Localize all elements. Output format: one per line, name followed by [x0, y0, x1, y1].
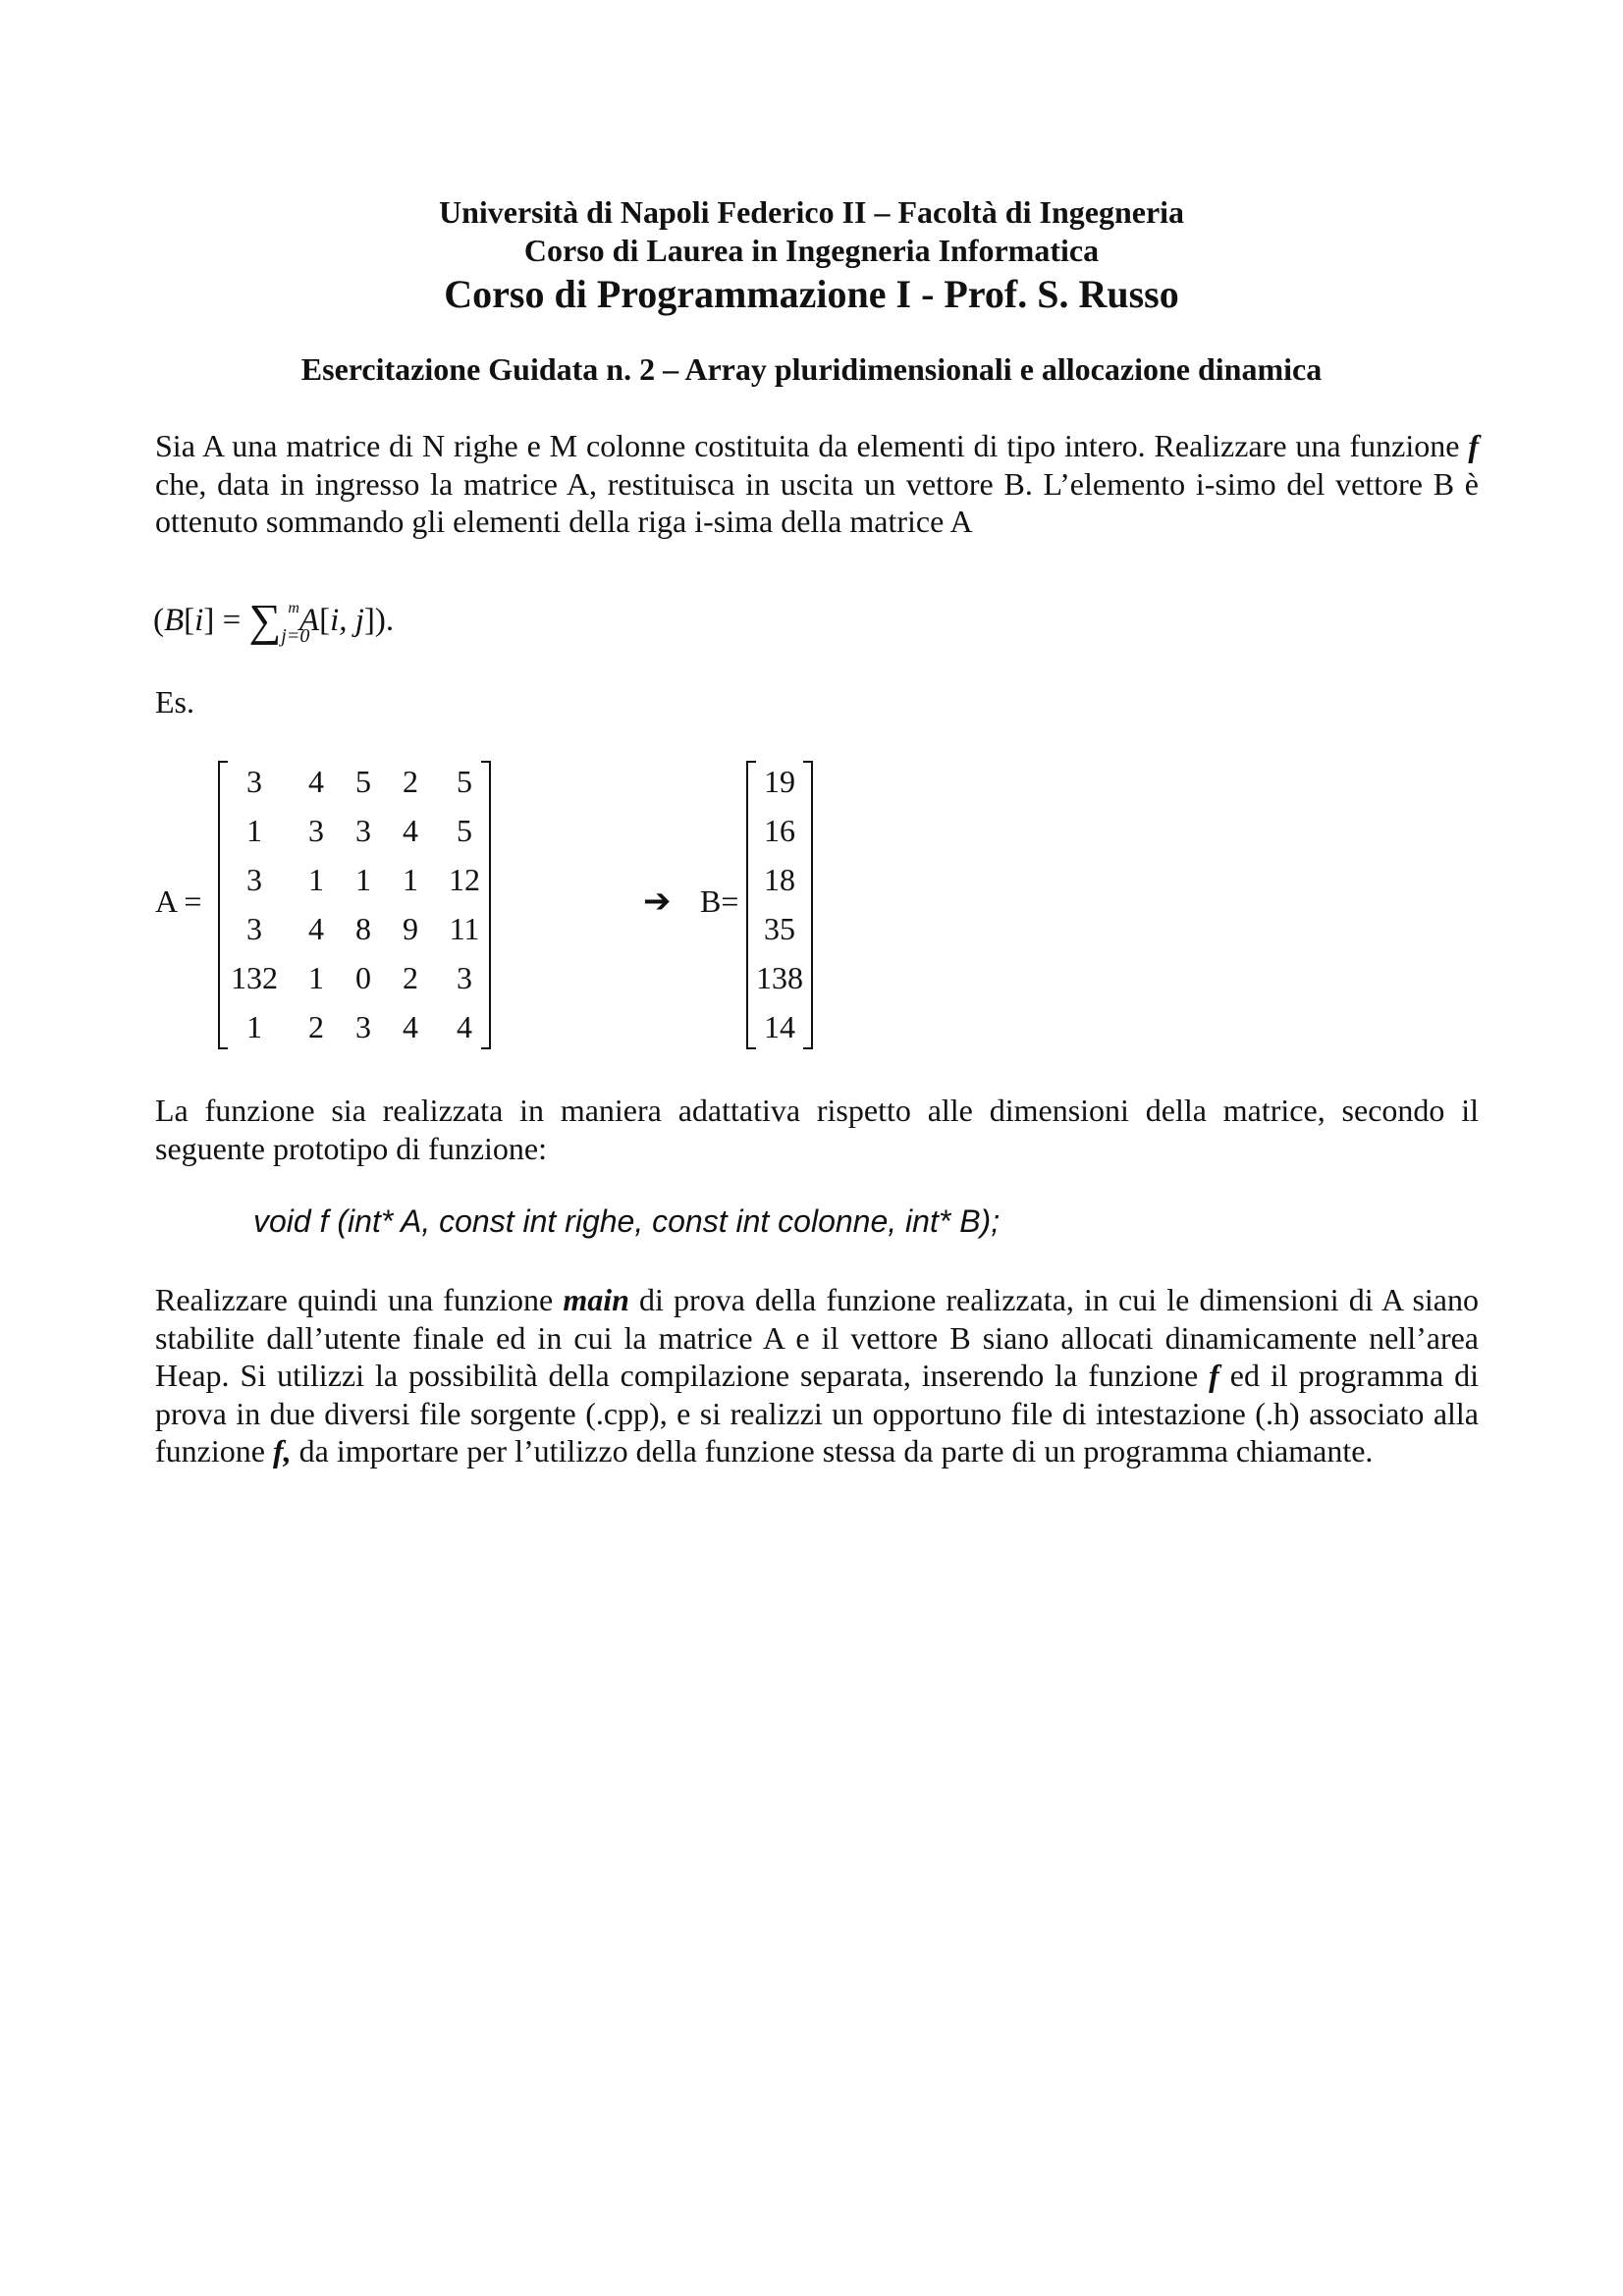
- vector-b-cell: 18: [764, 862, 795, 897]
- matrix-a-cell: 11: [449, 911, 480, 946]
- matrix-a-cell: 8: [355, 911, 371, 946]
- degree-line: Corso di Laurea in Ingegneria Informatica: [523, 233, 1100, 268]
- function-prototype: void f (int* A, const int righe, const int colonne, int* B);: [253, 1203, 1001, 1239]
- vector-b-cell: 14: [764, 1009, 795, 1044]
- matrix-a-cell: 3: [355, 813, 371, 848]
- example-label: Es.: [155, 684, 194, 720]
- vector-b-cell: 16: [764, 813, 795, 848]
- matrix-a-cell: 3: [246, 911, 262, 946]
- closing-paragraph: Realizzare quindi una funzione main di prova della funzione realizzata, in cui le dimensioni di A siano stabilite dall’utente finale ed in cui la matrice A e il vettore B siano allocati dinamicamente nell’area Heap. Si utilizzi la possibilità della compilazione separata, inserendo la funzione f ed il programma di prova in due diversi file sorgente (.cpp), e si realizzi un opportuno file di intestazione (.h) associato alla funzione f, da importare per l’utilizzo della funzione stessa da parte di un programma chiamante.: [155, 1282, 1480, 1468]
- matrix-a-cell: 3: [457, 960, 472, 995]
- matrix-a-cell: 5: [457, 813, 472, 848]
- matrix-a-cell: 1: [308, 960, 324, 995]
- sum-formula: ($B[i] = \sum_{j=0}^mA[i$, j]).: [153, 595, 395, 647]
- intro-paragraph: Sia A una matrice di N righe e M colonne costituita da elementi di tipo intero. Realizzare una funzione f che, data in ingresso la matrice A, restituisca in uscita un vettore B. L’elemento i-simo del vettore B è ottenuto sommando gli elementi della riga i-sima della matrice A: [155, 428, 1479, 539]
- university-line: Università di Napoli Federico II – Facoltà di Ingegneria: [438, 194, 1185, 230]
- matrix-a-cell: 1: [308, 862, 324, 897]
- vector-b-label: B=: [700, 883, 739, 919]
- matrix-a-cell: 2: [403, 960, 418, 995]
- matrix-a-cell: 1: [355, 862, 371, 897]
- vector-b-cell: 35: [764, 911, 795, 946]
- matrix-a-cell: 5: [457, 764, 472, 799]
- matrix-a-cell: 4: [308, 764, 324, 799]
- vector-b-right-bracket: [803, 761, 813, 1049]
- matrix-a-cell: 5: [355, 764, 371, 799]
- matrix-a-cell: 2: [308, 1009, 324, 1044]
- vector-b-left-bracket: [746, 761, 756, 1049]
- matrix-a-cell: 3: [355, 1009, 371, 1044]
- matrix-a-cell: 3: [308, 813, 324, 848]
- matrix-a-label: A =: [155, 883, 202, 919]
- matrix-a-cell: 1: [246, 1009, 262, 1044]
- matrix-a-cell: 4: [403, 1009, 418, 1044]
- vector-b-cell: 138: [756, 960, 803, 995]
- matrix-a-left-bracket: [218, 761, 228, 1049]
- vector-b-cell: 19: [764, 764, 795, 799]
- matrix-a-cell: 4: [403, 813, 418, 848]
- matrix-a-right-bracket: [481, 761, 491, 1049]
- course-title: Corso di Programmazione I - Prof. S. Russo: [444, 272, 1179, 316]
- matrix-a-cell: 4: [457, 1009, 472, 1044]
- matrix-a-cell: 0: [355, 960, 371, 995]
- matrix-a-cell: 12: [449, 862, 480, 897]
- matrix-a-cell: 4: [308, 911, 324, 946]
- requirement-paragraph: La funzione sia realizzata in maniera adattativa rispetto alle dimensioni della matrice, secondo il seguente prototipo di funzione:: [155, 1093, 1479, 1166]
- matrix-a-cell: 1: [403, 862, 418, 897]
- matrix-a-cell: 9: [403, 911, 418, 946]
- matrix-a-cell: 3: [246, 862, 262, 897]
- matrix-a-cell: 2: [403, 764, 418, 799]
- matrix-a-cell: 1: [246, 813, 262, 848]
- matrix-a-cell: 132: [231, 960, 278, 995]
- matrix-a-cell: 3: [246, 764, 262, 799]
- arrow-icon: ➔: [643, 881, 672, 921]
- exercise-title: Esercitazione Guidata n. 2 – Array pluridimensionali e allocazione dinamica: [300, 351, 1323, 387]
